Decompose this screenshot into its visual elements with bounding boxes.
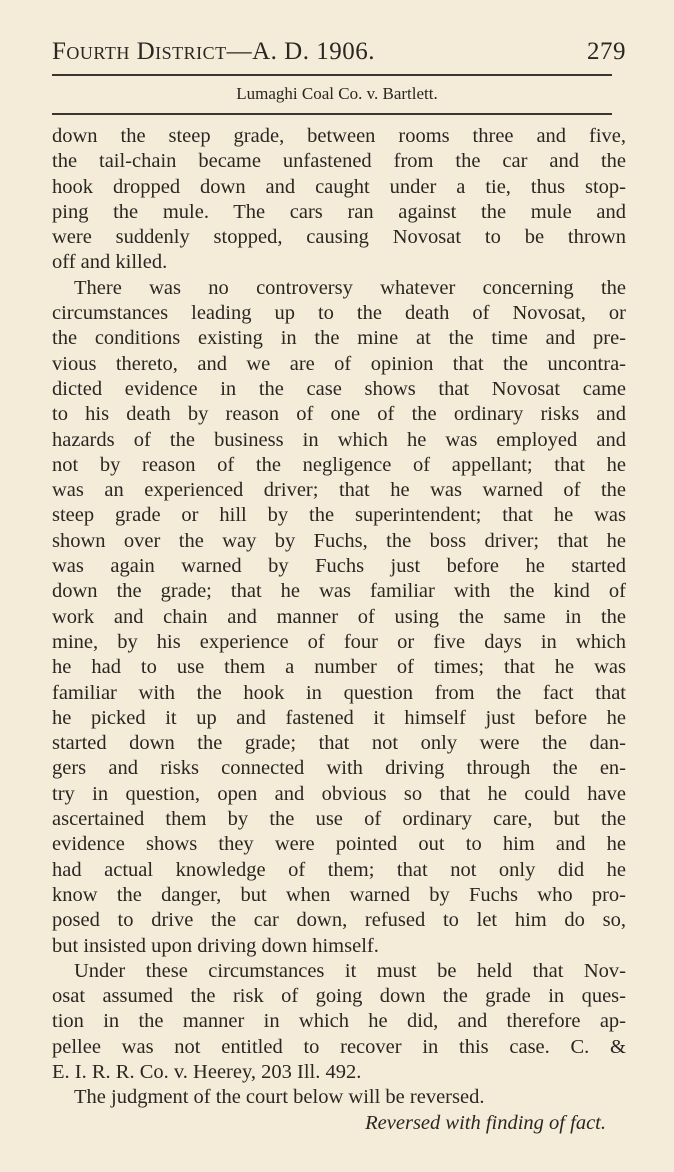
text-line: ping the mule. The cars ran against the mule and bbox=[52, 200, 626, 223]
body-text bbox=[52, 124, 626, 1136]
text-line: to his death by reason of one of the ordinary risks and bbox=[52, 403, 626, 426]
disposition-signoff: Reversed with finding of fact. bbox=[365, 1111, 606, 1134]
text-line: off and killed. bbox=[52, 251, 168, 274]
text-line: gers and risks connected with driving through the en- bbox=[52, 757, 626, 780]
text-line: down the grade; that he was familiar with the kind of bbox=[52, 580, 626, 603]
text-line: the conditions existing in the mine at the time and pre- bbox=[52, 327, 626, 350]
text-line: was again warned by Fuchs just before he started bbox=[52, 555, 626, 578]
text-line: not by reason of the negligence of appellant; that he bbox=[52, 453, 626, 476]
text-line: circumstances leading up to the death of Novosat, or bbox=[52, 302, 626, 325]
running-title: Fourth District—A. D. 1906. bbox=[52, 38, 375, 65]
text-line: hazards of the business in which he was employed and bbox=[52, 428, 626, 451]
paragraph-start-line: There was no controversy whatever concerning the bbox=[74, 276, 626, 299]
running-head bbox=[52, 38, 626, 66]
text-line: were suddenly stopped, causing Novosat to be thrown bbox=[52, 226, 626, 249]
text-line: ascertained them by the use of ordinary care, but the bbox=[52, 808, 626, 831]
text-line: the tail-chain became unfastened from the car and the bbox=[52, 150, 626, 173]
text-line: had actual knowledge of them; that not only did he bbox=[52, 858, 626, 881]
header-rule-bottom bbox=[52, 113, 612, 115]
header-rule-top bbox=[52, 74, 612, 76]
case-caption: Lumaghi Coal Co. v. Bartlett. bbox=[236, 84, 438, 103]
text-line: E. I. R. R. Co. v. Heerey, 203 Ill. 492. bbox=[52, 1060, 362, 1083]
paragraph-start-line: Under these circumstances it must be held that Nov- bbox=[74, 959, 626, 982]
text-line: was an experienced driver; that he was warned of the bbox=[52, 479, 626, 502]
text-line: pellee was not entitled to recover in this case. C. & bbox=[52, 1035, 626, 1058]
text-line: steep grade or hill by the superintendent; that he was bbox=[52, 504, 626, 527]
paragraph-start-line: The judgment of the court below will be reversed. bbox=[74, 1086, 485, 1109]
text-line: shown over the way by Fuchs, the boss driver; that he bbox=[52, 529, 626, 552]
text-line: know the danger, but when warned by Fuchs who pro- bbox=[52, 883, 626, 906]
text-line: started down the grade; that not only were the dan- bbox=[52, 732, 626, 755]
text-line: work and chain and manner of using the same in the bbox=[52, 605, 626, 628]
text-line: posed to drive the car down, refused to let him do so, bbox=[52, 909, 626, 932]
text-line: he picked it up and fastened it himself just before he bbox=[52, 706, 626, 729]
text-line: tion in the manner in which he did, and therefore ap- bbox=[52, 1010, 626, 1033]
page-number: 279 bbox=[587, 38, 626, 65]
text-line: vious thereto, and we are of opinion that the uncontra- bbox=[52, 352, 626, 375]
text-line: evidence shows they were pointed out to him and he bbox=[52, 833, 626, 856]
text-line: but insisted upon driving down himself. bbox=[52, 934, 379, 957]
text-line: familiar with the hook in question from the fact that bbox=[52, 681, 626, 704]
text-line: try in question, open and obvious so that he could have bbox=[52, 782, 626, 805]
text-line: down the steep grade, between rooms three and five, bbox=[52, 125, 626, 147]
text-line: osat assumed the risk of going down the grade in ques- bbox=[52, 985, 626, 1008]
text-line: hook dropped down and caught under a tie, thus stop- bbox=[52, 175, 626, 198]
text-line: he had to use them a number of times; that he was bbox=[52, 656, 626, 679]
text-line: dicted evidence in the case shows that Novosat came bbox=[52, 377, 626, 400]
text-line: mine, by his experience of four or five days in which bbox=[52, 630, 626, 653]
